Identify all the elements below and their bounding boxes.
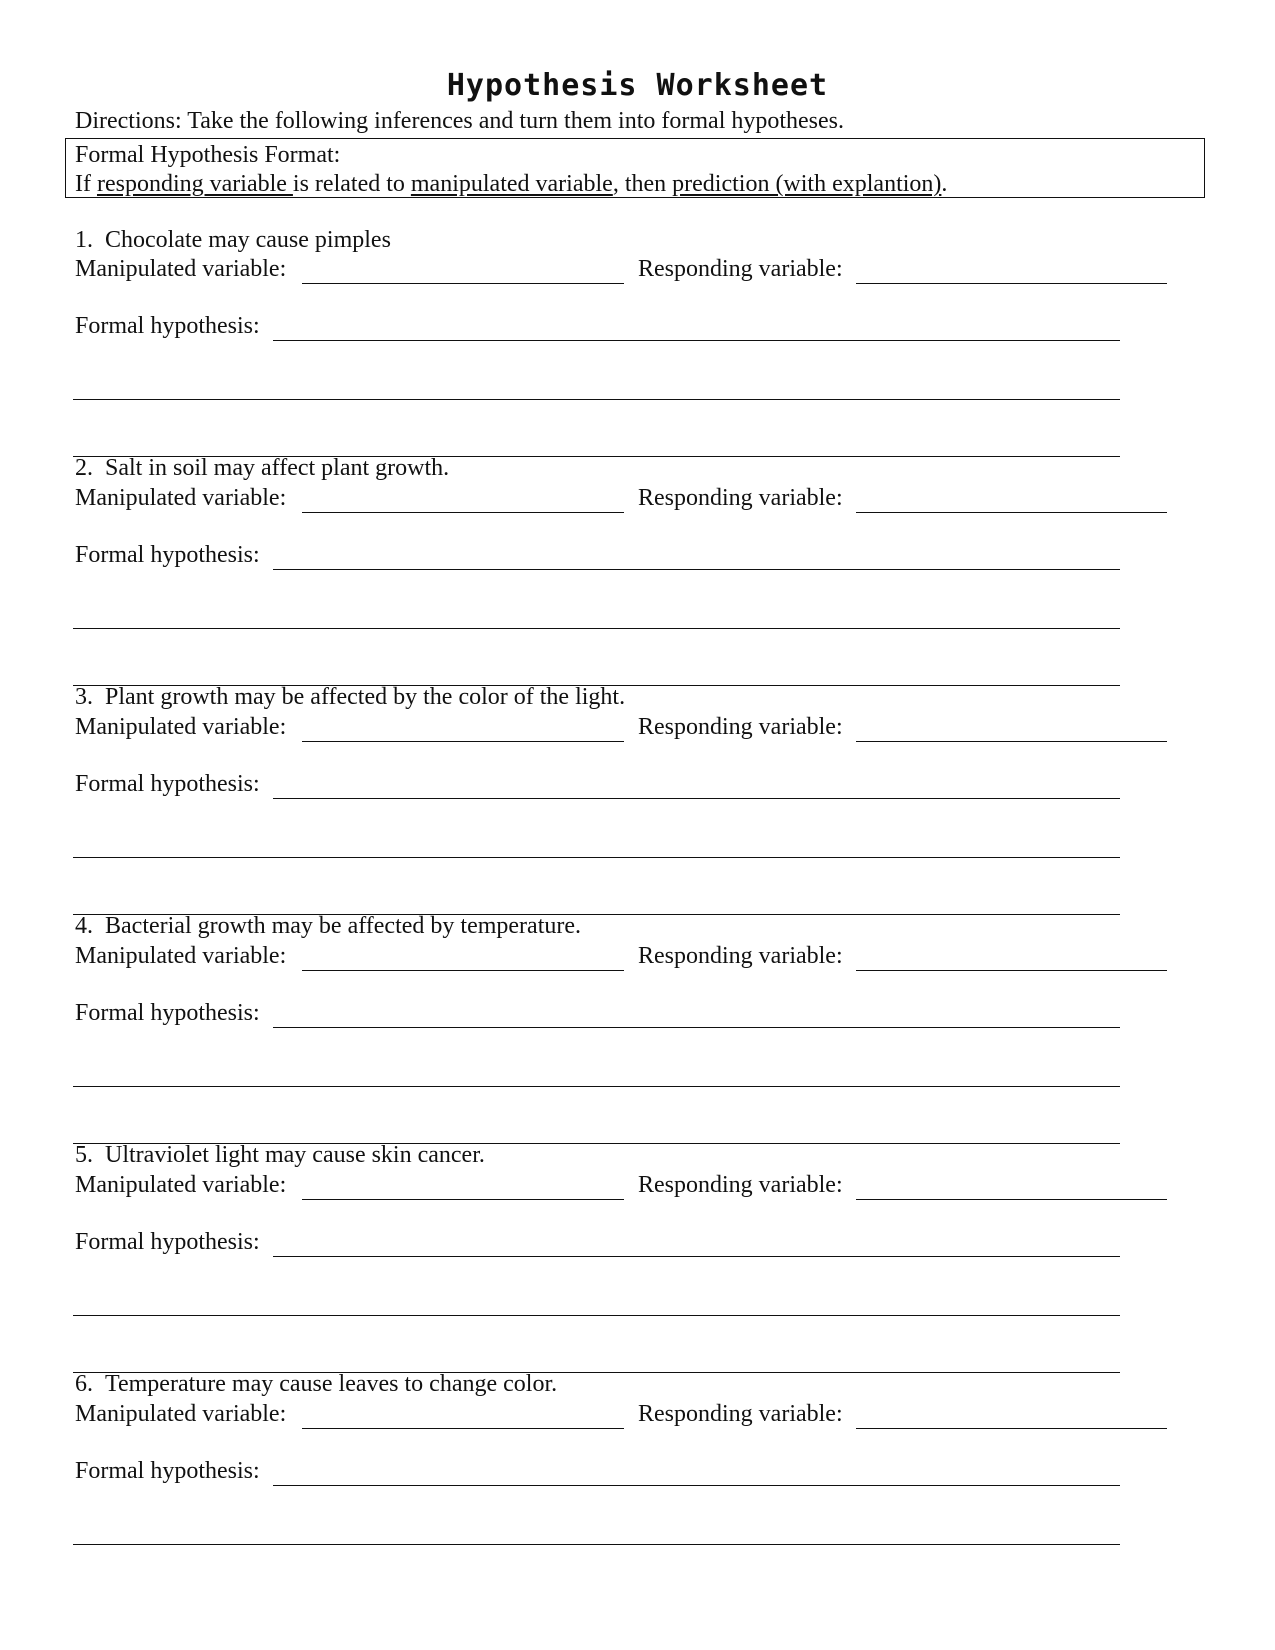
format-period: . [941,171,948,197]
responding-variable-blank[interactable] [856,1428,1167,1429]
format-is-related-to: is related to [292,171,411,197]
item-inference: Ultraviolet light may cause skin cancer. [105,1142,485,1168]
item-2-text [75,453,449,483]
responding-variable-blank[interactable] [856,283,1167,284]
formal-hypothesis-blank[interactable] [273,340,1120,341]
manipulated-variable-blank[interactable] [302,970,624,971]
manipulated-variable-label: Manipulated variable: [75,943,287,969]
item-6-text [75,1369,557,1399]
item-inference: Temperature may cause leaves to change color. [105,1371,558,1397]
format-then: , then [612,171,673,197]
formal-hypothesis-blank-line-2[interactable] [73,857,1120,858]
formal-hypothesis-blank-line-2[interactable] [73,399,1120,400]
responding-variable-blank[interactable] [856,512,1167,513]
responding-variable-label: Responding variable: [638,485,843,511]
item-number: 2. [75,455,93,481]
manipulated-variable-blank[interactable] [302,1428,624,1429]
item-4-text [75,911,581,941]
manipulated-variable-blank[interactable] [302,1199,624,1200]
formal-hypothesis-label: Formal hypothesis: [75,1458,260,1484]
formal-hypothesis-label: Formal hypothesis: [75,313,260,339]
item-number: 6. [75,1371,93,1397]
item-number: 4. [75,913,93,939]
directions-text: Directions: Take the following inferences and turn them into formal hypotheses. [75,108,845,134]
manipulated-variable-label: Manipulated variable: [75,714,287,740]
responding-variable-label: Responding variable: [638,1172,843,1198]
format-template [75,169,947,199]
formal-hypothesis-blank[interactable] [273,1027,1120,1028]
responding-variable-label: Responding variable: [638,714,843,740]
page-title: Hypothesis Worksheet [446,68,829,103]
responding-variable-blank[interactable] [856,970,1167,971]
item-inference: Chocolate may cause pimples [105,227,391,253]
format-prediction: prediction (with explantion) [672,171,942,197]
item-number: 1. [75,227,93,253]
manipulated-variable-blank[interactable] [302,283,624,284]
item-inference: Bacterial growth may be affected by temperature. [105,913,582,939]
formal-hypothesis-label: Formal hypothesis: [75,1000,260,1026]
item-1-text [75,225,391,255]
formal-hypothesis-blank[interactable] [273,1485,1120,1486]
responding-variable-label: Responding variable: [638,943,843,969]
format-responding-variable: responding variable [96,171,293,197]
formal-hypothesis-blank-line-2[interactable] [73,628,1120,629]
responding-variable-blank[interactable] [856,741,1167,742]
manipulated-variable-label: Manipulated variable: [75,256,287,282]
formal-hypothesis-blank-line-2[interactable] [73,1086,1120,1087]
item-inference: Salt in soil may affect plant growth. [105,455,450,481]
formal-hypothesis-blank-line-2[interactable] [73,1544,1120,1545]
formal-hypothesis-label: Formal hypothesis: [75,771,260,797]
formal-hypothesis-blank[interactable] [273,569,1120,570]
formal-hypothesis-blank-line-2[interactable] [73,1315,1120,1316]
format-if: If [75,171,97,197]
responding-variable-blank[interactable] [856,1199,1167,1200]
formal-hypothesis-blank[interactable] [273,1256,1120,1257]
manipulated-variable-label: Manipulated variable: [75,1401,287,1427]
formal-hypothesis-label: Formal hypothesis: [75,1229,260,1255]
manipulated-variable-label: Manipulated variable: [75,485,287,511]
item-5-text [75,1140,485,1170]
item-number: 5. [75,1142,93,1168]
format-manipulated-variable: manipulated variable [410,171,613,197]
responding-variable-label: Responding variable: [638,256,843,282]
item-3-text [75,682,625,712]
item-number: 3. [75,684,93,710]
manipulated-variable-blank[interactable] [302,512,624,513]
item-inference: Plant growth may be affected by the color of the light. [105,684,626,710]
formal-hypothesis-blank[interactable] [273,798,1120,799]
formal-hypothesis-label: Formal hypothesis: [75,542,260,568]
manipulated-variable-label: Manipulated variable: [75,1172,287,1198]
format-heading: Formal Hypothesis Format: [75,142,341,168]
responding-variable-label: Responding variable: [638,1401,843,1427]
manipulated-variable-blank[interactable] [302,741,624,742]
